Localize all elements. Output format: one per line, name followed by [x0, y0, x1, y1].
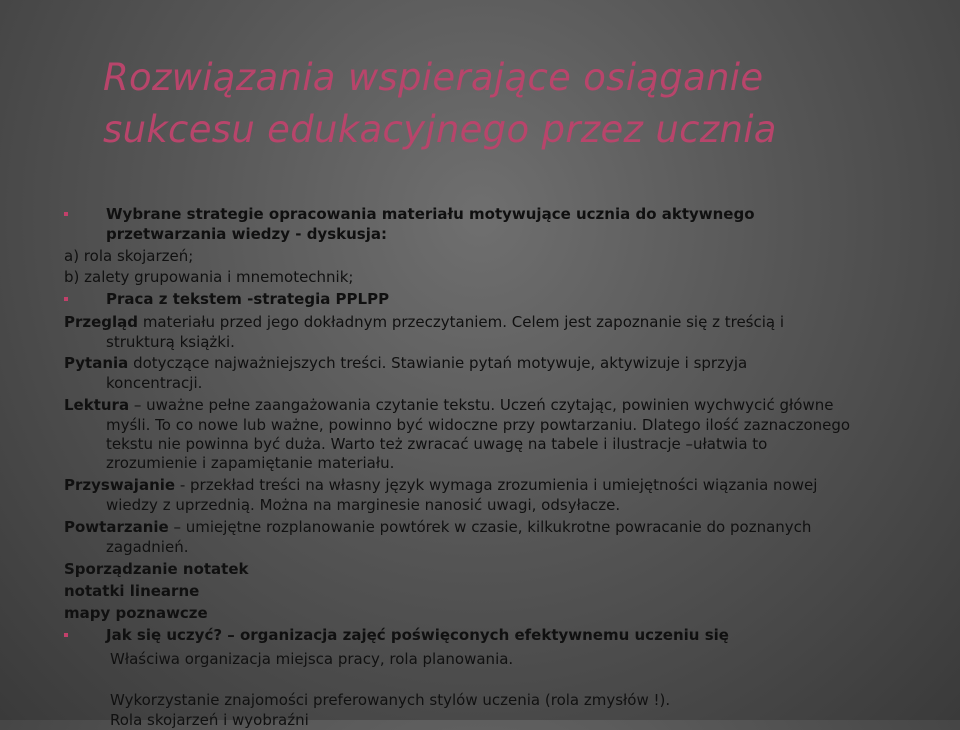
text-przyswajanie: - przekład treści na własny język wymaga zrozumienia i umiejętności wiązania nowej: [175, 476, 818, 494]
slide-title: [103, 52, 943, 156]
bullet-icon: [64, 212, 68, 216]
text-notatki-linearne: notatki linearne: [64, 582, 200, 600]
text-line: zagadnień.: [106, 538, 189, 556]
text-line: zrozumienie i zapamiętanie materiału.: [106, 454, 395, 472]
text-line: wiedzy z uprzednią. Można na marginesie nanosić uwagi, odsyłacze.: [106, 496, 621, 514]
term-przeglad: Przegląd: [64, 313, 139, 331]
term-lektura: Lektura: [64, 396, 130, 414]
text-mapy-poznawcze: mapy poznawcze: [64, 604, 208, 622]
text-line-przeglad: [64, 312, 784, 332]
text-line: Wykorzystanie znajomości preferowanych stylów uczenia (rola zmysłów !).: [110, 691, 671, 709]
text-lektura: – uważne pełne zaangażowania czytanie tekstu. Uczeń czytając, powinien wychwycić główne: [129, 396, 834, 414]
bullet-text-jak-sie-uczyc: Jak się uczyć? – organizacja zajęć poświęconych efektywnemu uczeniu się: [106, 626, 729, 644]
text-line: Rola skojarzeń i wyobraźni: [110, 711, 309, 729]
text-line: myśli. To co nowe lub ważne, powinno być widoczne przy powtarzaniu. Dlatego ilość zaznaczonego: [106, 416, 851, 434]
text-line-przyswajanie: [64, 475, 817, 495]
bullet-icon: [64, 633, 68, 637]
bullet-text-strategies: Wybrane strategie opracowania materiału motywujące ucznia do aktywnego: [106, 205, 755, 223]
text-line-powtarzanie: [64, 517, 811, 537]
text-line: strukturą książki.: [106, 333, 235, 351]
text-line: tekstu nie powinna być duża. Warto też zwracać uwagę na tabele i ilustracje –ułatwia to: [106, 435, 768, 453]
slide-title-line-1: Rozwiązania wspierające osiąganie: [103, 56, 764, 99]
text-line: Właściwa organizacja miejsca pracy, rola planowania.: [110, 650, 514, 668]
text-line: a) rola skojarzeń;: [64, 247, 194, 265]
text-powtarzanie: – umiejętne rozplanowanie powtórek w czasie, kilkukrotne powracanie do poznanych: [168, 518, 812, 536]
bullet-icon: [64, 297, 68, 301]
term-powtarzanie: Powtarzanie: [64, 518, 169, 536]
text-przeglad: materiału przed jego dokładnym przeczytaniem. Celem jest zapoznanie się z treścią i: [138, 313, 785, 331]
bullet-text-pplpp: Praca z tekstem -strategia PPLPP: [106, 290, 390, 308]
slide-title-line-2: sukcesu edukacyjnego przez ucznia: [103, 108, 777, 151]
text-line-pytania: [64, 353, 747, 373]
term-przyswajanie: Przyswajanie: [64, 476, 176, 494]
text-line-lektura: [64, 395, 833, 415]
bullet-text-strategies-cont: przetwarzania wiedzy - dyskusja:: [106, 225, 387, 243]
heading-notatki: Sporządzanie notatek: [64, 560, 249, 578]
text-line: koncentracji.: [106, 374, 203, 392]
text-pytania: dotyczące najważniejszych treści. Stawianie pytań motywuje, aktywizuje i sprzyja: [128, 354, 748, 372]
text-line: b) zalety grupowania i mnemotechnik;: [64, 268, 354, 286]
term-pytania: Pytania: [64, 354, 129, 372]
